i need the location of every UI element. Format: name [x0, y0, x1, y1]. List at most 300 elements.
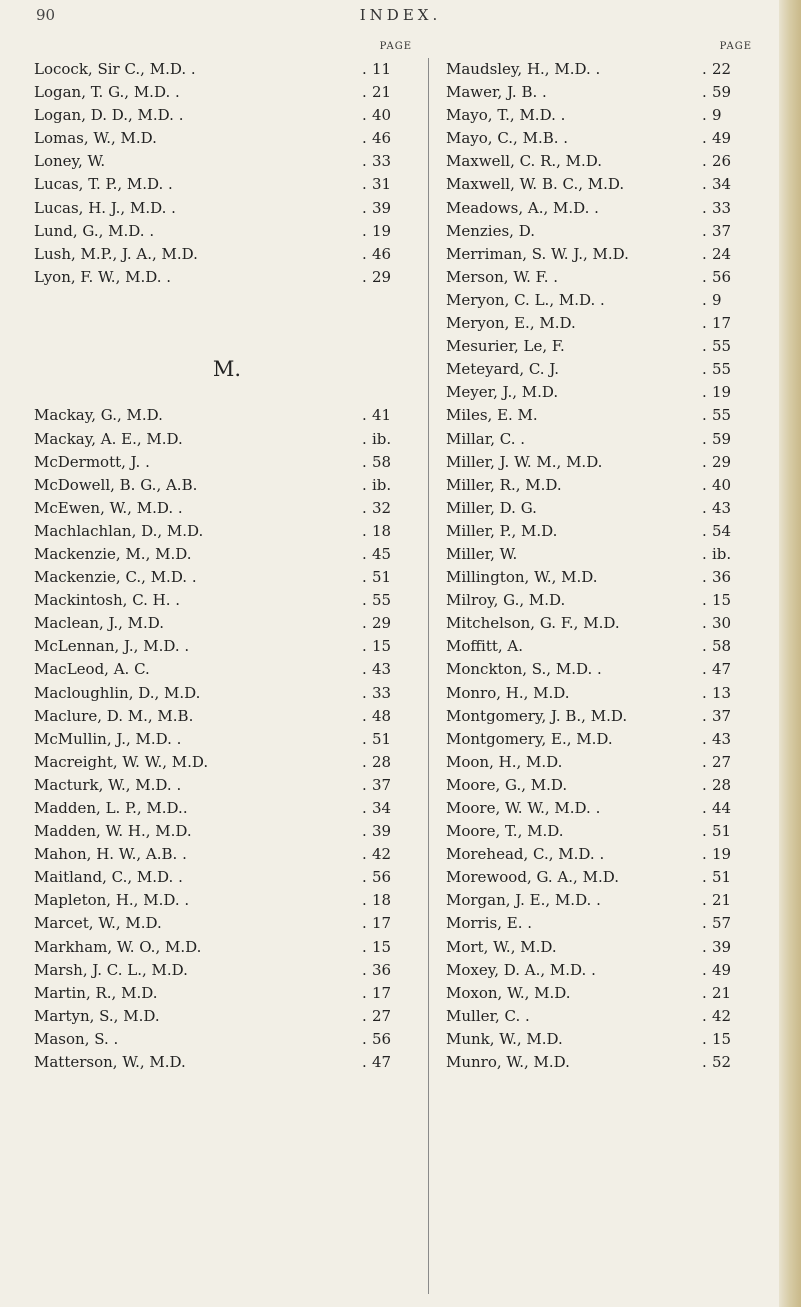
leader-dot: . — [702, 267, 707, 286]
entry-name: Macloughlin, D., M.D. — [34, 683, 201, 702]
entry-name: Meadows, A., M.D. . — [446, 198, 599, 217]
entry-page — [702, 543, 758, 566]
entry-page — [702, 428, 758, 451]
page-ref: 41 — [372, 406, 392, 425]
index-entry — [34, 1005, 420, 1028]
index-entry — [34, 820, 420, 843]
entry-name: Mason, S. . — [34, 1029, 119, 1048]
index-entry — [34, 866, 420, 889]
entry-name: Miller, P., M.D. — [446, 521, 558, 540]
leader-dot: . — [362, 152, 367, 171]
entry-page — [362, 843, 418, 866]
entry-page — [362, 428, 418, 451]
page-ref: 49 — [712, 129, 732, 148]
page-number: 90 — [36, 6, 56, 24]
index-entry — [34, 243, 420, 266]
index-entry — [34, 497, 420, 520]
index-entry — [446, 728, 760, 751]
index-entry — [446, 705, 760, 728]
page-ref: 37 — [372, 775, 392, 794]
leader-dot: . — [702, 960, 707, 979]
entry-name: Milroy, G., M.D. — [446, 591, 566, 610]
index-entry — [34, 774, 420, 797]
entry-page — [362, 1028, 418, 1051]
index-entry — [446, 612, 760, 635]
leader-dot: . — [702, 614, 707, 633]
index-entry — [34, 705, 420, 728]
entry-name: Maxwell, C. R., M.D. — [446, 152, 603, 171]
leader-dot: . — [362, 822, 367, 841]
entry-name: Mahon, H. W., A.B. . — [34, 845, 187, 864]
page-ref: 39 — [712, 937, 732, 956]
entry-page — [702, 474, 758, 497]
leader-dot: . — [362, 1029, 367, 1048]
leader-dot: . — [702, 498, 707, 517]
entry-name: Muller, C. . — [446, 1006, 530, 1025]
entry-name: Maxwell, W. B. C., M.D. — [446, 175, 625, 194]
entry-name: Miller, R., M.D. — [446, 475, 562, 494]
index-entry — [446, 58, 760, 81]
page-ref: 39 — [372, 198, 392, 217]
entry-page — [702, 1051, 758, 1074]
leader-dot: . — [702, 175, 707, 194]
entry-page — [362, 404, 418, 427]
index-entry — [446, 220, 760, 243]
index-entry — [446, 658, 760, 681]
entry-name: Munro, W., M.D. — [446, 1053, 570, 1072]
entry-name: Mort, W., M.D. — [446, 937, 557, 956]
entry-name: Markham, W. O., M.D. — [34, 937, 202, 956]
leader-dot: . — [702, 822, 707, 841]
entry-page — [702, 335, 758, 358]
entry-page — [362, 820, 418, 843]
leader-dot: . — [702, 406, 707, 425]
leader-dot: . — [362, 845, 367, 864]
page-ref: 18 — [372, 521, 392, 540]
index-entry — [446, 312, 760, 335]
entry-name: Mayo, C., M.B. . — [446, 129, 569, 148]
entry-name: Montgomery, J. B., M.D. — [446, 706, 628, 725]
entry-page — [702, 635, 758, 658]
leader-dot: . — [702, 683, 707, 702]
page-ref: 31 — [372, 175, 392, 194]
page-ref: ib. — [372, 429, 392, 448]
leader-dot: . — [362, 637, 367, 656]
index-entry — [34, 81, 420, 104]
entry-page — [702, 520, 758, 543]
entry-page — [362, 81, 418, 104]
entry-page — [702, 497, 758, 520]
page-ref: 51 — [372, 729, 392, 748]
index-entry — [446, 820, 760, 843]
entry-name: Madden, W. H., M.D. — [34, 822, 192, 841]
index-entry — [446, 543, 760, 566]
page-ref: 27 — [712, 752, 732, 771]
entry-page — [702, 728, 758, 751]
index-entry — [34, 428, 420, 451]
index-entry — [446, 1005, 760, 1028]
page-ref: 55 — [712, 360, 732, 379]
leader-dot: . — [702, 1029, 707, 1048]
index-entry — [446, 1028, 760, 1051]
entry-page — [362, 866, 418, 889]
page-ref: 44 — [712, 799, 732, 817]
entry-name: Machlachlan, D., M.D. — [34, 521, 204, 540]
entry-page — [362, 220, 418, 243]
page-ref: 55 — [712, 406, 732, 425]
index-entry — [34, 1051, 420, 1074]
index-entry — [34, 543, 420, 566]
entry-name: Mapleton, H., M.D. . — [34, 891, 190, 910]
index-entry — [34, 797, 420, 820]
leader-dot: . — [362, 267, 367, 286]
entry-name: Monckton, S., M.D. . — [446, 660, 602, 679]
leader-dot: . — [362, 683, 367, 702]
entry-page — [702, 912, 758, 935]
entries-l-section — [34, 58, 420, 289]
index-entry — [34, 751, 420, 774]
page-ref: 29 — [372, 614, 392, 633]
page-ref: 51 — [712, 822, 732, 841]
leader-dot: . — [702, 891, 707, 910]
index-entry — [34, 635, 420, 658]
entry-name: Moffitt, A. — [446, 637, 524, 656]
page-ref: 17 — [712, 314, 732, 333]
page-ref: 29 — [712, 452, 732, 471]
page-column-heading: PAGE — [379, 41, 412, 52]
entry-page — [702, 866, 758, 889]
index-entry — [34, 843, 420, 866]
entry-page — [702, 266, 758, 289]
entry-page — [362, 912, 418, 935]
entry-name: McMullin, J., M.D. . — [34, 729, 182, 748]
entry-name: Lucas, T. P., M.D. . — [34, 175, 173, 194]
index-entry — [446, 104, 760, 127]
entry-name: Miles, E. M. — [446, 406, 538, 425]
leader-dot: . — [702, 83, 707, 102]
index-entry — [34, 474, 420, 497]
leader-dot: . — [362, 568, 367, 587]
leader-dot: . — [702, 706, 707, 725]
leader-dot: . — [702, 752, 707, 771]
index-entry — [446, 566, 760, 589]
index-entry — [34, 658, 420, 681]
entry-name: Moon, H., M.D. — [446, 752, 563, 771]
leader-dot: . — [702, 660, 707, 679]
entry-name: Maudsley, H., M.D. . — [446, 60, 601, 78]
entry-page — [702, 1005, 758, 1028]
leader-dot: . — [702, 983, 707, 1002]
entry-page — [362, 728, 418, 751]
leader-dot: . — [702, 775, 707, 794]
index-entry — [34, 912, 420, 935]
index-entry — [446, 866, 760, 889]
entry-page — [362, 150, 418, 173]
entry-name: Lyon, F. W., M.D. . — [34, 267, 172, 286]
index-entry — [446, 173, 760, 196]
page-ref: 37 — [712, 221, 732, 240]
page-ref: 21 — [712, 983, 732, 1002]
page-ref: 28 — [712, 775, 732, 794]
page-ref: 19 — [712, 383, 732, 402]
leader-dot: . — [362, 83, 367, 102]
entry-page — [702, 658, 758, 681]
entry-page — [362, 705, 418, 728]
page-header — [0, 6, 801, 30]
entry-page — [702, 358, 758, 381]
leader-dot: . — [362, 221, 367, 240]
index-entry — [34, 127, 420, 150]
page-ref: 56 — [712, 267, 732, 286]
page-ref: 32 — [372, 498, 392, 517]
leader-dot: . — [702, 637, 707, 656]
entry-page — [362, 889, 418, 912]
entry-page — [702, 150, 758, 173]
leader-dot: . — [362, 498, 367, 517]
entry-name: Mackay, A. E., M.D. — [34, 429, 183, 448]
entry-name: Lund, G., M.D. . — [34, 221, 155, 240]
entry-page — [362, 682, 418, 705]
entry-name: Marcet, W., M.D. — [34, 914, 162, 933]
page-ref: 33 — [372, 683, 392, 702]
leader-dot: . — [362, 544, 367, 563]
entry-name: Morgan, J. E., M.D. . — [446, 891, 601, 910]
index-entry — [34, 682, 420, 705]
leader-dot: . — [362, 775, 367, 794]
leader-dot: . — [362, 1006, 367, 1025]
index-column-left — [34, 36, 420, 1074]
page-ref: 33 — [372, 152, 392, 171]
entry-page — [362, 982, 418, 1005]
page-ref: 28 — [372, 752, 392, 771]
page-ref: 36 — [712, 568, 732, 587]
page-ref: 22 — [712, 60, 732, 78]
leader-dot: . — [702, 360, 707, 379]
leader-dot: . — [702, 845, 707, 864]
index-entry — [34, 520, 420, 543]
index-entry — [34, 104, 420, 127]
entry-name: Mackenzie, M., M.D. — [34, 544, 192, 563]
leader-dot: . — [702, 1006, 707, 1025]
page-ref: 47 — [712, 660, 732, 679]
entry-page — [702, 243, 758, 266]
entry-page — [702, 197, 758, 220]
index-entry — [446, 474, 760, 497]
index-entry — [34, 451, 420, 474]
leader-dot: . — [362, 706, 367, 725]
entry-name: Mackintosh, C. H. . — [34, 591, 181, 610]
entry-page — [362, 266, 418, 289]
leader-dot: . — [702, 568, 707, 587]
leader-dot: . — [702, 544, 707, 563]
entry-page — [362, 612, 418, 635]
leader-dot: . — [702, 290, 707, 309]
entry-name: Moore, W. W., M.D. . — [446, 799, 601, 817]
index-entry — [446, 404, 760, 427]
leader-dot: . — [362, 406, 367, 425]
entry-name: Moxon, W., M.D. — [446, 983, 571, 1002]
entry-name: Monro, H., M.D. — [446, 683, 570, 702]
leader-dot: . — [702, 729, 707, 748]
index-entry — [446, 982, 760, 1005]
entry-page — [702, 820, 758, 843]
entry-name: Morehead, C., M.D. . — [446, 845, 605, 864]
index-entry — [446, 497, 760, 520]
leader-dot: . — [702, 799, 707, 817]
index-entry — [34, 266, 420, 289]
entry-page — [362, 635, 418, 658]
entry-page — [702, 220, 758, 243]
entry-name: McLennan, J., M.D. . — [34, 637, 190, 656]
leader-dot: . — [702, 244, 707, 263]
leader-dot: . — [362, 452, 367, 471]
leader-dot: . — [702, 591, 707, 610]
page-ref: 19 — [372, 221, 392, 240]
page-ref: 36 — [372, 960, 392, 979]
entry-name: Locock, Sir C., M.D. . — [34, 60, 196, 78]
entry-name: Maclean, J., M.D. — [34, 614, 165, 633]
entry-name: Martyn, S., M.D. — [34, 1006, 160, 1025]
entry-page — [702, 843, 758, 866]
entry-name: Mackay, G., M.D. — [34, 406, 163, 425]
page-ref: 55 — [712, 337, 732, 356]
leader-dot: . — [362, 914, 367, 933]
index-entry — [446, 81, 760, 104]
entry-page — [702, 312, 758, 335]
page-column-heading: PAGE — [719, 41, 752, 52]
entry-name: Lucas, H. J., M.D. . — [34, 198, 176, 217]
leader-dot: . — [702, 914, 707, 933]
entry-page — [362, 474, 418, 497]
leader-dot: . — [702, 106, 707, 125]
leader-dot: . — [362, 475, 367, 494]
leader-dot: . — [362, 106, 367, 125]
entry-page — [702, 959, 758, 982]
page-ref: 34 — [372, 799, 392, 818]
leader-dot: . — [362, 799, 367, 818]
page-ref: 58 — [372, 452, 392, 471]
leader-dot: . — [362, 429, 367, 448]
entry-name: McDermott, J. . — [34, 452, 150, 471]
entry-page — [702, 589, 758, 612]
leader-dot: . — [362, 868, 367, 887]
page-ref: 43 — [372, 660, 392, 679]
page-ref: 21 — [372, 83, 392, 102]
index-entry — [446, 150, 760, 173]
entry-page — [702, 104, 758, 127]
leader-dot: . — [702, 129, 707, 148]
page-ref: 15 — [372, 637, 392, 656]
page-ref: 40 — [712, 475, 732, 494]
entry-page — [702, 127, 758, 150]
page-ref: 15 — [712, 1029, 732, 1048]
index-entry — [446, 751, 760, 774]
leader-dot: . — [702, 221, 707, 240]
index-entry — [34, 404, 420, 427]
entry-name: Maclure, D. M., M.B. — [34, 706, 194, 725]
page-ref: 27 — [372, 1006, 392, 1025]
leader-dot: . — [702, 475, 707, 494]
leader-dot: . — [362, 129, 367, 148]
index-entry — [446, 912, 760, 935]
entry-page — [702, 889, 758, 912]
entry-name: Miller, W. — [446, 544, 518, 563]
entry-page — [702, 982, 758, 1005]
index-entry — [446, 127, 760, 150]
entry-name: Macreight, W. W., M.D. — [34, 752, 209, 771]
entry-page — [362, 520, 418, 543]
page-ref: 57 — [712, 914, 732, 933]
entry-name: Mayo, T., M.D. . — [446, 106, 566, 125]
index-entry — [446, 682, 760, 705]
entry-page — [702, 173, 758, 196]
index-entry — [446, 589, 760, 612]
page-ref: 9 — [712, 290, 722, 309]
page-ref: 43 — [712, 498, 732, 517]
index-entry — [34, 728, 420, 751]
leader-dot: . — [362, 729, 367, 748]
leader-dot: . — [362, 614, 367, 633]
entry-name: Lush, M.P., J. A., M.D. — [34, 244, 198, 263]
index-entry — [34, 150, 420, 173]
entry-name: Morewood, G. A., M.D. — [446, 868, 619, 887]
entry-page — [362, 658, 418, 681]
page-ref: 47 — [372, 1053, 392, 1072]
entry-page — [702, 705, 758, 728]
running-title: INDEX. — [359, 6, 442, 24]
index-entry — [34, 58, 420, 81]
page-ref: 59 — [712, 83, 732, 102]
index-entry — [34, 936, 420, 959]
page-ref: 26 — [712, 152, 732, 171]
index-column-right — [446, 36, 760, 1074]
index-entry — [446, 1051, 760, 1074]
entries-m-section — [34, 404, 420, 1074]
section-gap — [34, 289, 420, 312]
entry-page — [362, 751, 418, 774]
leader-dot: . — [702, 937, 707, 956]
entry-page — [702, 404, 758, 427]
index-entry — [446, 335, 760, 358]
leader-dot: . — [702, 1053, 707, 1072]
page-ref: 18 — [372, 891, 392, 910]
entry-page — [702, 566, 758, 589]
index-entry — [446, 358, 760, 381]
entry-name: Moore, G., M.D. — [446, 775, 568, 794]
column-divider — [428, 58, 429, 1294]
index-entry — [446, 774, 760, 797]
page-ref: 9 — [712, 106, 722, 125]
leader-dot: . — [702, 314, 707, 333]
entry-name: Mawer, J. B. . — [446, 83, 547, 102]
page-ref: 17 — [372, 914, 392, 933]
entry-page — [702, 81, 758, 104]
index-entry — [34, 889, 420, 912]
index-entry — [446, 959, 760, 982]
page-ref: 48 — [372, 706, 392, 725]
page-ref: 21 — [712, 891, 732, 910]
entry-name: McEwen, W., M.D. . — [34, 498, 183, 517]
entry-page — [362, 797, 418, 820]
page-ref: 46 — [372, 129, 392, 148]
page-ref: 17 — [372, 983, 392, 1002]
entry-name: Merriman, S. W. J., M.D. — [446, 244, 629, 263]
page-ref: 54 — [712, 521, 732, 540]
page-ref: 45 — [372, 544, 392, 563]
entry-name: McDowell, B. G., A.B. — [34, 475, 198, 494]
index-entry — [34, 197, 420, 220]
entry-name: Macturk, W., M.D. . — [34, 775, 182, 794]
